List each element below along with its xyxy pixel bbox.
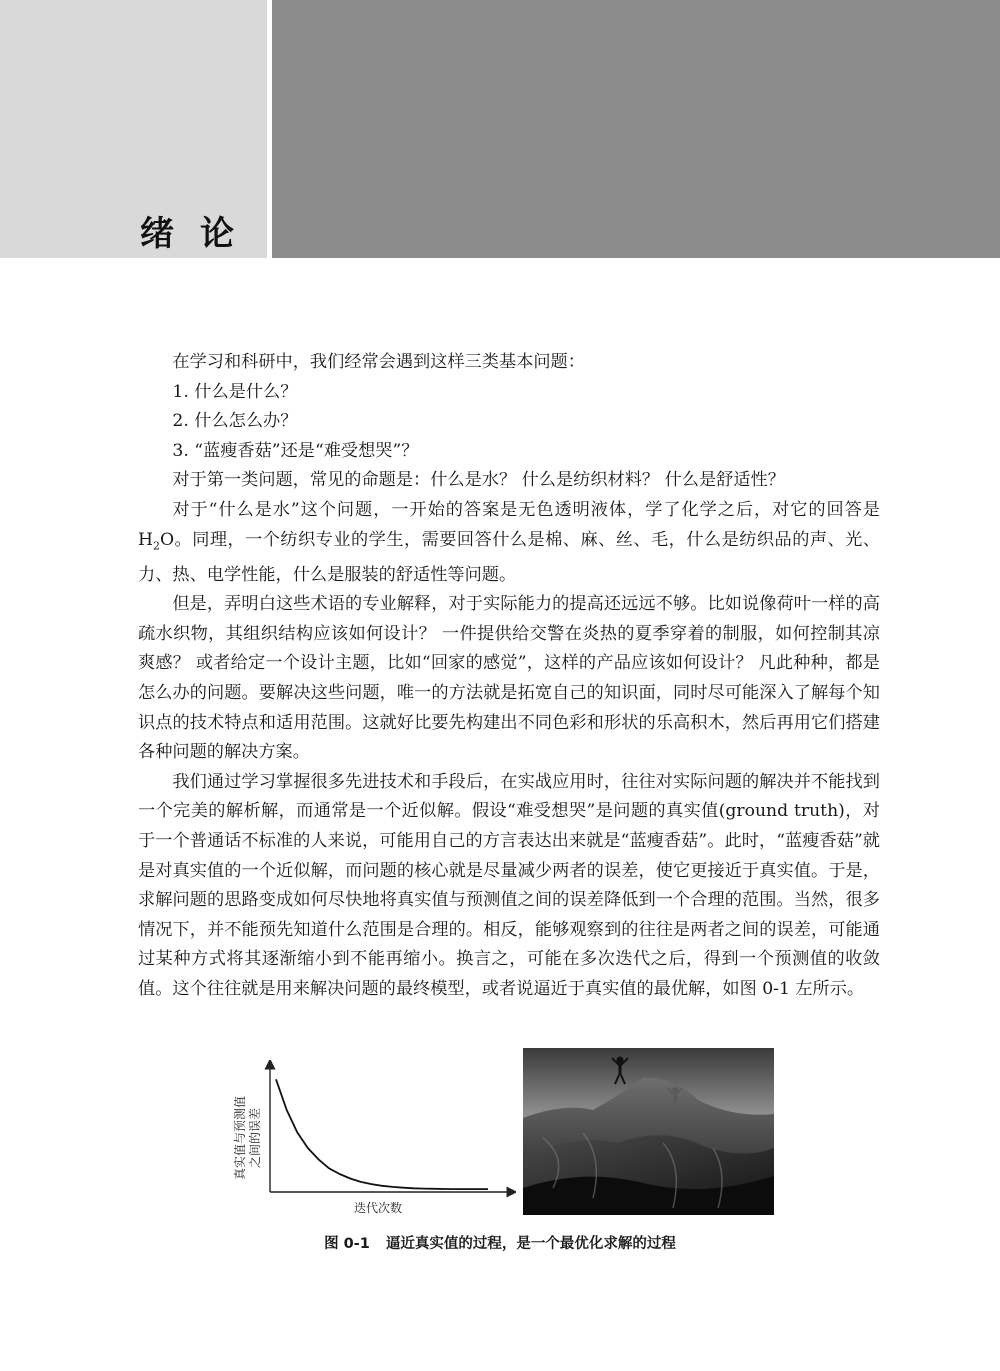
- question-2: 2. 什么怎么办？: [172, 411, 298, 432]
- paragraph-approximation: 我们通过学习掌握很多先进技术和手段后，在实战应用时，往往对实际问题的解决并不能找到一个完美的解析解，而通常是一个近似解。假设“难受想哭”是问题的真实值(ground truth)，对于一个普通话不标准的人来说，可能用自己的方言表达出来就是“蓝瘦香菇”。此时，“蓝瘦香菇”就是对真实值的一个近似解，而问题的核心就是尽量减少两者的误差，使它更接近于真实值。于是，求解问题的思路变成如何尽快地将真实值与预测值之间的误差降低到一个合理的范围。当然，很多情况下，并不能预先知道什么范围是合理的。相反，能够观察到的往往是两者之间的误差，可能通过某种方式将其逐渐缩小到不能再缩小。换言之，可能在多次迭代之后，得到一个预测值的收敛值。这个往往就是用来解决问题的最终模型，或者说逼近于真实值的最优解，如图 0-1 左所示。: [138, 771, 880, 999]
- figure-caption-text: 逼近真实值的过程，是一个最优化求解的过程: [385, 1236, 676, 1252]
- paragraph-intro: 在学习和科研中，我们经常会遇到这样三类基本问题：: [172, 352, 585, 372]
- y-axis-label-line1: 真实值与预测值: [233, 1095, 247, 1181]
- error-convergence-chart: [226, 1060, 516, 1220]
- figure-caption: [0, 1232, 1000, 1253]
- question-3: 3. “蓝瘦香菇”还是“难受想哭”？: [172, 440, 419, 461]
- h2o-subscript: 2: [153, 539, 160, 552]
- landscape-photo: [523, 1048, 774, 1215]
- x-axis-label: 迭代次数: [353, 1201, 403, 1215]
- paragraph-practical: 但是，弄明白这些术语的专业解释，对于实际能力的提高还远远不够。比如说像荷叶一样的高疏水织物，其组织结构应该如何设计？ 一件提供给交警在炎热的夏季穿着的制服，如何控制其凉爽感？ 或者给定一个设计主题，比如“回家的感觉”，这样的产品应该如何设计？ 凡此种种，都是怎么办的问题。要解决这些问题，唯一的方法就是拓宽自己的知识面，同时尽可能深入了解每个知识点的技术特点和适用范围。这就好比要先构建出不同色彩和形状的乐高积木，然后再用它们搭建各种问题的解决方案。: [138, 594, 880, 763]
- question-1: 1. 什么是什么？: [172, 381, 298, 402]
- paragraph-water-part2: O。同理，一个纺织专业的学生，需要回答什么是棉、麻、丝、毛，什么是纺织品的声、光、力、热、电学性能，什么是服装的舒适性等问题。: [138, 529, 880, 585]
- y-axis-label-line2: 之间的误差: [248, 1107, 262, 1169]
- error-curve-series-1: [276, 1079, 488, 1189]
- header-band-dark: [272, 0, 1000, 258]
- paragraph-water: [138, 496, 880, 590]
- chapter-title: 绪论: [140, 214, 260, 254]
- figure-0-1: [226, 1060, 774, 1220]
- paragraph-water-part1: 对于“什么是水”这个问题，一开始的答案是无色透明液体，学了化学之后，对它的回答是 H: [138, 499, 880, 550]
- paragraph-first-type: 对于第一类问题，常见的命题是：什么是水？ 什么是纺织材料？ 什么是舒适性？: [172, 470, 785, 491]
- body-text: [138, 348, 880, 1005]
- figure-number: 图 0-1: [324, 1236, 370, 1252]
